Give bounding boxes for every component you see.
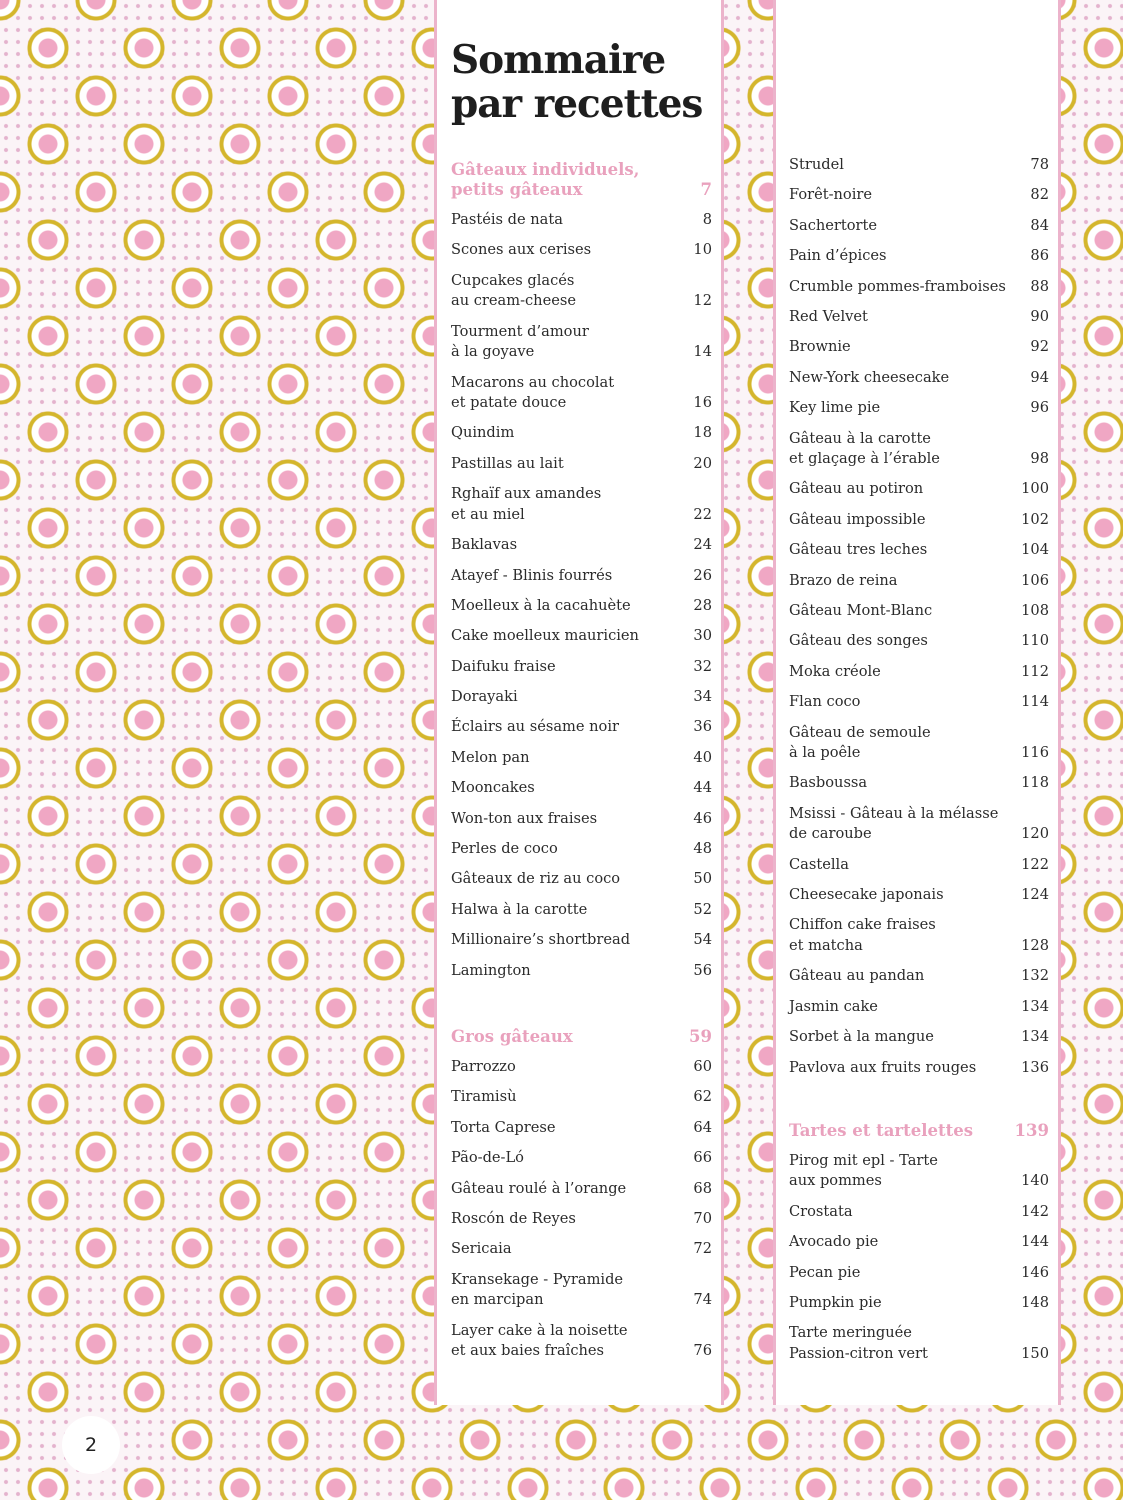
toc-entry-page: 118 — [1021, 774, 1049, 792]
toc-entry — [451, 717, 712, 738]
toc-entry — [789, 885, 1049, 906]
toc-entry — [451, 778, 712, 799]
toc-entry-label: Rghaïf aux amandes et au miel — [451, 485, 602, 523]
toc-entry-label: Atayef - Blinis fourrés — [451, 566, 613, 584]
toc-entry — [789, 966, 1049, 987]
toc-entry — [789, 773, 1049, 794]
toc-entry — [451, 687, 712, 708]
toc-entry-page: 36 — [693, 718, 712, 736]
toc-entry-label: Layer cake à la noisette et aux baies fraîches — [451, 1321, 628, 1360]
toc-entry-page: 76 — [693, 1342, 712, 1360]
toc-entry — [451, 1270, 712, 1311]
toc-entry-page: 110 — [1021, 632, 1049, 650]
toc-entry — [789, 1058, 1049, 1079]
toc-entry-page: 108 — [1021, 601, 1049, 619]
toc-entry — [451, 322, 712, 363]
toc-entry — [451, 1179, 712, 1200]
toc-entry-label: Cake moelleux mauricien — [451, 627, 639, 645]
toc-entry — [451, 748, 712, 769]
toc-entry — [451, 1321, 712, 1362]
toc-entry — [789, 185, 1049, 206]
toc-entry-label: Cupcakes glacés au cream-cheese — [451, 271, 576, 310]
toc-entry — [451, 1148, 712, 1169]
toc-entry-page: 48 — [693, 840, 712, 858]
toc-entry — [789, 1151, 1049, 1192]
toc-entry — [789, 398, 1049, 419]
toc-entry-page: 132 — [1021, 967, 1049, 985]
toc-entry-page: 88 — [1030, 277, 1049, 295]
toc-entry-label: Jasmin cake — [789, 997, 878, 1015]
toc-entry — [451, 961, 712, 982]
toc-entry — [451, 930, 712, 951]
toc-entry-label: Sericaia — [451, 1240, 512, 1258]
toc-entry-label: Basboussa — [789, 774, 868, 792]
toc-entry-page: 34 — [693, 688, 712, 706]
toc-entry — [451, 1118, 712, 1139]
toc-entry-label: Pão-de-Ló — [451, 1149, 524, 1167]
toc-entry-label: Red Velvet — [789, 307, 868, 325]
toc-entry-label: Pastéis de nata — [451, 211, 563, 228]
toc-entry-page: 146 — [1021, 1263, 1049, 1281]
toc-entry-page: 112 — [1021, 662, 1049, 680]
toc-entry-page: 84 — [1030, 216, 1049, 234]
toc-entry-label: Gâteau tres leches — [789, 541, 928, 559]
toc-entry-page: 26 — [693, 566, 712, 584]
toc-entry-page: 134 — [1021, 997, 1049, 1015]
toc-entry-page: 140 — [1021, 1172, 1049, 1190]
toc-entry-page: 120 — [1021, 825, 1049, 843]
toc-entry-page: 40 — [693, 748, 712, 766]
toc-entry-label: Gâteaux de riz au coco — [451, 870, 621, 888]
toc-entry-page: 78 — [1030, 156, 1049, 173]
toc-entry-page: 94 — [1030, 368, 1049, 386]
section-heading-label: Tartes et tartelettes — [789, 1120, 974, 1140]
toc-entry-page: 10 — [693, 241, 712, 259]
page-title: Sommaire par recettes — [451, 37, 703, 127]
toc-entry — [451, 1087, 712, 1108]
toc-entry — [451, 454, 712, 475]
toc-entry-label: Perles de coco — [451, 840, 558, 858]
toc-entry-page: 16 — [693, 394, 712, 412]
toc-column-right — [789, 155, 1049, 1374]
toc-entry-label: Halwa à la carotte — [451, 900, 588, 918]
toc-entry-label: Flan coco — [789, 693, 861, 711]
toc-entry — [789, 479, 1049, 500]
section-spacer — [451, 991, 712, 1027]
toc-entry-page: 20 — [693, 454, 712, 472]
toc-entry-label: Crumble pommes-framboises — [789, 277, 1006, 295]
toc-entry-page: 68 — [693, 1179, 712, 1197]
toc-entry-page: 124 — [1021, 886, 1049, 904]
toc-entry-page: 72 — [693, 1240, 712, 1258]
toc-entry — [451, 1209, 712, 1230]
toc-entry — [451, 626, 712, 647]
toc-entry-label: Dorayaki — [451, 688, 518, 706]
toc-entry-label: Gâteau au potiron — [789, 480, 924, 498]
toc-entry-label: Pirog mit epl - Tarte aux pommes — [789, 1151, 938, 1190]
toc-entry-page: 44 — [693, 779, 712, 797]
toc-entry-page: 66 — [693, 1149, 712, 1167]
toc-entry-label: Pecan pie — [789, 1263, 861, 1281]
toc-entry — [789, 337, 1049, 358]
toc-entry-page: 52 — [693, 900, 712, 918]
toc-entry-label: Kransekage - Pyramide en marcipan — [451, 1270, 624, 1309]
toc-entry-page: 104 — [1021, 541, 1049, 559]
toc-entry-page: 30 — [693, 627, 712, 645]
toc-entry — [451, 484, 712, 525]
toc-entry-page: 64 — [693, 1118, 712, 1136]
toc-entry — [451, 271, 712, 312]
toc-entry-label: Gâteau roulé à l’orange — [451, 1179, 627, 1197]
section-heading-page: 7 — [700, 180, 712, 199]
toc-entry-page: 136 — [1021, 1058, 1049, 1076]
toc-entry-page: 8 — [702, 211, 712, 228]
toc-entry-page: 50 — [693, 870, 712, 888]
toc-entry — [789, 692, 1049, 713]
toc-entry-page: 60 — [693, 1057, 712, 1075]
toc-entry-label: Sachertorte — [789, 216, 878, 234]
toc-entry — [451, 566, 712, 587]
toc-entry — [789, 662, 1049, 683]
toc-entry — [451, 869, 712, 890]
toc-entry-label: Gâteau de semoule à la poêle — [789, 723, 931, 762]
toc-entry-label: Baklavas — [451, 536, 518, 554]
toc-entry-page: 96 — [1030, 399, 1049, 417]
toc-entry — [789, 155, 1049, 176]
toc-entry-page: 86 — [1030, 247, 1049, 265]
section-heading — [451, 1027, 712, 1047]
section-heading — [789, 1121, 1049, 1141]
toc-entry-page: 148 — [1021, 1294, 1049, 1311]
toc-entry — [789, 723, 1049, 764]
toc-entry-label: Parrozzo — [451, 1057, 516, 1075]
toc-entry-label: Moelleux à la cacahuète — [451, 596, 631, 614]
toc-entry-label: Lamington — [451, 961, 531, 979]
toc-entry — [789, 1293, 1049, 1314]
toc-entry-label: Roscón de Reyes — [451, 1209, 576, 1227]
toc-entry-page: 22 — [693, 505, 712, 523]
toc-entry-label: Scones aux cerises — [451, 241, 592, 259]
toc-entry — [789, 601, 1049, 622]
toc-entry-page: 32 — [693, 657, 712, 675]
section-heading-label: Gâteaux individuels, petits gâteaux — [451, 160, 640, 199]
toc-entry-label: Gâteau Mont-Blanc — [789, 601, 933, 619]
toc-entry — [451, 900, 712, 921]
toc-entry — [451, 839, 712, 860]
toc-entry-page: 56 — [693, 961, 712, 979]
toc-entry — [451, 423, 712, 444]
toc-entry-page: 128 — [1021, 936, 1049, 954]
toc-entry-label: Mooncakes — [451, 779, 535, 797]
toc-entry-label: Gâteau au pandan — [789, 967, 925, 985]
toc-entry — [451, 240, 712, 261]
toc-entry-page: 74 — [693, 1291, 712, 1309]
toc-entry — [451, 809, 712, 830]
toc-entry-label: Brownie — [789, 338, 851, 356]
toc-column-left — [451, 160, 712, 1372]
toc-entry-page: 90 — [1030, 307, 1049, 325]
toc-entry-page: 98 — [1030, 450, 1049, 468]
toc-entry-page: 14 — [693, 343, 712, 361]
toc-entry-label: Tourment d’amour à la goyave — [451, 322, 589, 361]
toc-entry-label: Daifuku fraise — [451, 657, 556, 675]
toc-entry-label: Avocado pie — [789, 1233, 879, 1251]
toc-entry-page: 82 — [1030, 186, 1049, 204]
toc-entry-page: 106 — [1021, 571, 1049, 589]
toc-entry-label: Castella — [789, 855, 849, 873]
toc-entry-label: Tiramisù — [451, 1088, 517, 1106]
toc-entry-page: 116 — [1021, 744, 1049, 762]
toc-entry-page: 18 — [693, 424, 712, 442]
toc-entry — [451, 210, 712, 231]
toc-entry-label: Sorbet à la mangue — [789, 1028, 934, 1046]
toc-entry-page: 150 — [1021, 1344, 1049, 1362]
toc-entry-page: 28 — [693, 596, 712, 614]
page-number: 2 — [62, 1416, 120, 1474]
toc-entry-page: 46 — [693, 809, 712, 827]
toc-entry-page: 100 — [1021, 480, 1049, 498]
toc-entry — [789, 368, 1049, 389]
toc-entry — [451, 596, 712, 617]
toc-entry-label: Éclairs au sésame noir — [451, 718, 619, 736]
toc-entry-page: 70 — [693, 1209, 712, 1227]
toc-entry — [789, 246, 1049, 267]
toc-entry-page: 92 — [1030, 338, 1049, 356]
toc-entry — [789, 1232, 1049, 1253]
toc-entry-label: Strudel — [789, 156, 844, 173]
toc-entry — [789, 631, 1049, 652]
toc-entry-page: 24 — [693, 536, 712, 554]
toc-entry — [789, 855, 1049, 876]
toc-entry-label: Gâteau impossible — [789, 510, 926, 528]
toc-entry-page: 114 — [1021, 693, 1049, 711]
toc-entry — [789, 1323, 1049, 1364]
toc-entry — [789, 1202, 1049, 1223]
toc-entry-label: Pavlova aux fruits rouges — [789, 1058, 977, 1076]
toc-entry-label: Brazo de reina — [789, 571, 898, 589]
toc-entry — [451, 1057, 712, 1078]
toc-entry-label: Won-ton aux fraises — [451, 809, 598, 827]
toc-entry-label: Tarte meringuée Passion-citron vert — [789, 1324, 928, 1362]
section-heading — [451, 160, 712, 200]
toc-entry — [789, 307, 1049, 328]
toc-entry-label: Chiffon cake fraises et matcha — [789, 916, 936, 954]
toc-entry-page: 54 — [693, 931, 712, 949]
toc-entry-page: 62 — [693, 1088, 712, 1106]
toc-entry-label: Pumpkin pie — [789, 1294, 882, 1311]
toc-entry-label: Torta Caprese — [451, 1118, 556, 1136]
toc-entry-label: New-York cheesecake — [789, 368, 950, 386]
toc-entry — [789, 915, 1049, 956]
toc-entry — [789, 429, 1049, 470]
toc-entry — [789, 804, 1049, 845]
toc-entry-label: Msissi - Gâteau à la mélasse de caroube — [789, 804, 999, 843]
section-heading-page: 139 — [1014, 1120, 1049, 1140]
toc-entry — [789, 277, 1049, 298]
toc-entry-label: Pastillas au lait — [451, 454, 564, 472]
toc-entry-label: Quindim — [451, 424, 515, 442]
toc-entry-label: Macarons au chocolat et patate douce — [451, 373, 615, 412]
toc-entry-label: Forêt-noire — [789, 186, 872, 204]
toc-entry — [789, 1263, 1049, 1284]
toc-entry-label: Gâteau à la carotte et glaçage à l’érable — [789, 429, 940, 468]
toc-entry — [451, 535, 712, 556]
toc-entry — [789, 1027, 1049, 1048]
toc-entry — [789, 510, 1049, 531]
toc-entry-label: Pain d’épices — [789, 247, 887, 265]
toc-entry — [451, 657, 712, 678]
toc-entry-label: Gâteau des songes — [789, 632, 928, 650]
toc-entry-label: Moka créole — [789, 662, 881, 680]
toc-entry-page: 102 — [1021, 510, 1049, 528]
section-heading-label: Gros gâteaux — [451, 1026, 573, 1046]
toc-entry-label: Millionaire’s shortbread — [451, 931, 631, 949]
toc-entry-label: Cheesecake japonais — [789, 886, 944, 904]
toc-entry — [789, 997, 1049, 1018]
toc-entry — [789, 540, 1049, 561]
toc-entry — [451, 373, 712, 414]
toc-entry-page: 122 — [1021, 855, 1049, 873]
toc-entry — [789, 571, 1049, 592]
toc-entry-label: Melon pan — [451, 748, 530, 766]
toc-entry — [789, 216, 1049, 237]
toc-entry-page: 144 — [1021, 1233, 1049, 1251]
section-heading-page: 59 — [689, 1026, 712, 1046]
section-spacer — [789, 1088, 1049, 1121]
toc-entry-page: 142 — [1021, 1202, 1049, 1220]
toc-entry — [451, 1239, 712, 1260]
toc-entry-page: 134 — [1021, 1028, 1049, 1046]
toc-entry-page: 12 — [693, 292, 712, 310]
toc-entry-label: Crostata — [789, 1202, 853, 1220]
toc-entry-label: Key lime pie — [789, 399, 881, 417]
